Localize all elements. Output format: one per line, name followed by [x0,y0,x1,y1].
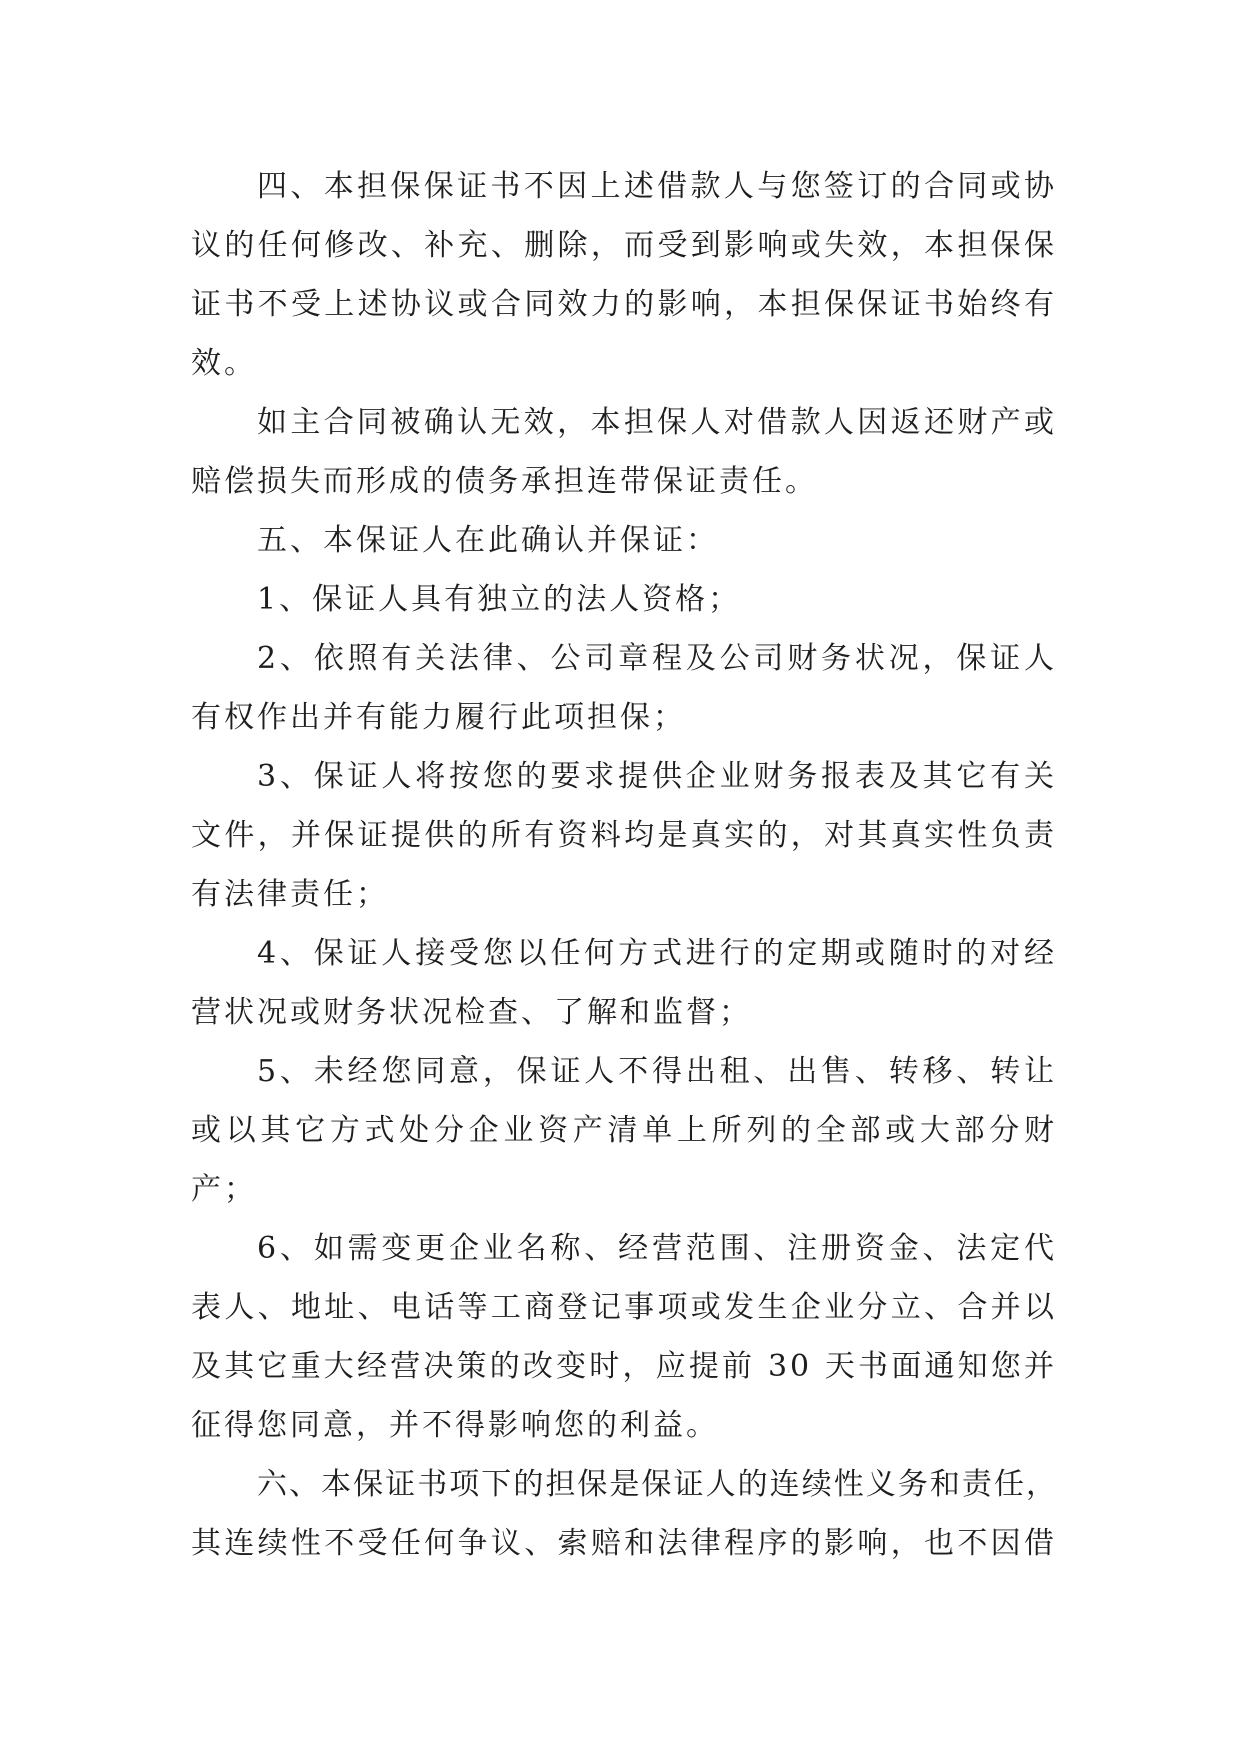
text-line: 5、未经您同意，保证人不得出租、出售、转移、转让 [257,1054,1057,1089]
paragraph-article-6 [191,1455,1057,1573]
text-line: 五、本保证人在此确认并保证： [257,523,719,558]
document-body [191,157,1057,1573]
text-line: 文件，并保证提供的所有资料均是真实的，对其真实性负责 [191,818,1057,853]
paragraph-item-3 [191,747,1057,924]
text-line: 1、保证人具有独立的法人资格； [257,582,742,617]
text-line: 营状况或财务状况检查、了解和监督； [191,995,752,1030]
paragraph-item-6 [191,1219,1057,1455]
text-line: 效。 [191,346,257,381]
paragraph-item-4 [191,924,1057,1042]
text-line: 赔偿损失而形成的债务承担连带保证责任。 [191,464,818,499]
text-line: 其连续性不受任何争议、索赔和法律程序的影响，也不因借 [191,1526,1057,1561]
text-line: 四、本担保保证书不因上述借款人与您签订的合同或协 [257,169,1057,204]
text-line: 有法律责任； [191,877,389,912]
text-line: 议的任何修改、补充、删除，而受到影响或失效，本担保保 [191,228,1057,263]
text-line: 表人、地址、电话等工商登记事项或发生企业分立、合并以 [191,1290,1057,1325]
text-line: 4、保证人接受您以任何方式进行的定期或随时的对经 [257,936,1057,971]
text-line: 6、如需变更企业名称、经营范围、注册资金、法定代 [257,1231,1057,1266]
paragraph-article-5-heading [191,511,1057,570]
text-line: 如主合同被确认无效，本担保人对借款人因返还财产或 [257,405,1057,440]
text-line: 或以其它方式处分企业资产清单上所列的全部或大部分财 [191,1113,1057,1148]
paragraph-item-1 [191,570,1057,629]
text-line: 有权作出并有能力履行此项担保； [191,700,686,735]
text-line: 3、保证人将按您的要求提供企业财务报表及其它有关 [257,759,1057,794]
paragraph-article-4 [191,157,1057,393]
paragraph-item-2 [191,629,1057,747]
text-line: 六、本保证书项下的担保是保证人的连续性义务和责任， [257,1467,1057,1502]
paragraph-invalid-contract [191,393,1057,511]
text-line: 证书不受上述协议或合同效力的影响，本担保保证书始终有 [191,287,1057,322]
paragraph-item-5 [191,1042,1057,1219]
text-line: 产； [191,1172,257,1207]
text-line: 及其它重大经营决策的改变时，应提前 30 天书面通知您并 [191,1349,1057,1384]
text-line: 2、依照有关法律、公司章程及公司财务状况，保证人 [257,641,1057,676]
text-line: 征得您同意，并不得影响您的利益。 [191,1408,719,1443]
